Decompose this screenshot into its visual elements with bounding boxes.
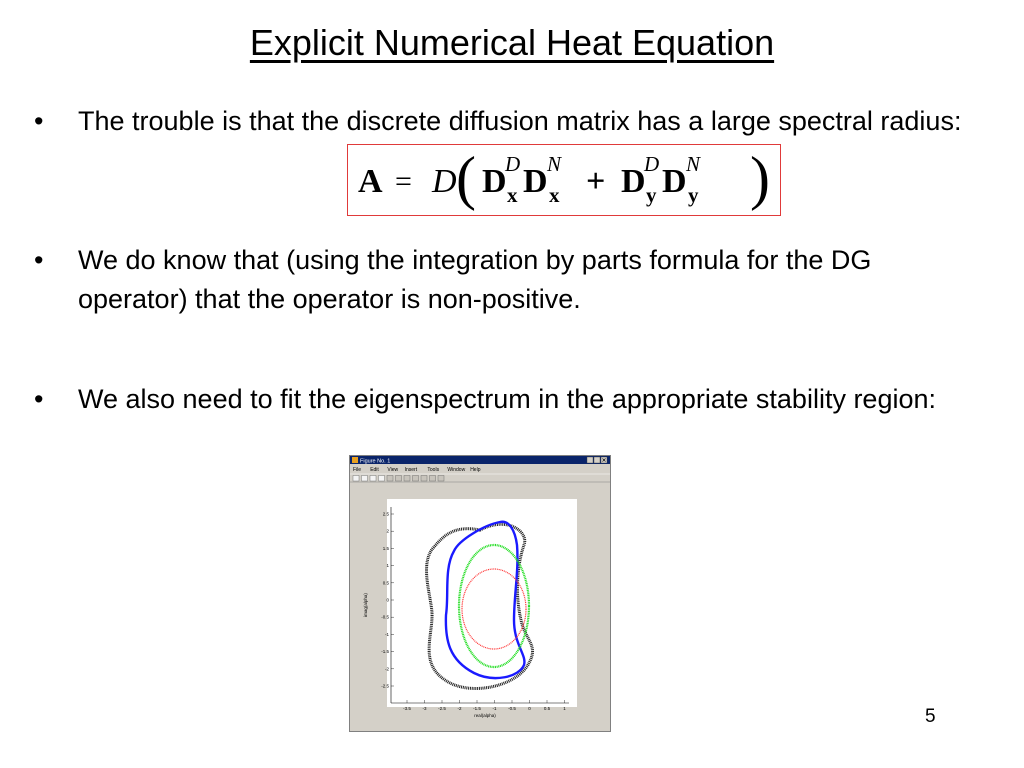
eq-plus: + [586,163,606,200]
bullet-glyph: • [34,384,44,414]
equation-formula [348,145,779,214]
eq-sub: x [507,183,518,207]
menu-item-insert[interactable]: Insert [404,467,418,473]
bullet-text: We also need to fit the eigenspectrum in the appropriate stability region: [78,384,937,414]
zoom-out-icon[interactable] [430,476,436,482]
eq-lhs: A [358,163,383,200]
x-tick-label: -0.5 [508,706,516,711]
window-title: Figure No. 1 [360,458,391,465]
eq-rparen: ) [750,145,770,211]
new-icon[interactable] [353,476,359,482]
eq-term-base: D [523,163,548,200]
menu-item-window[interactable]: Window [447,467,466,473]
y-tick-label: -0.5 [381,614,389,620]
bullet-glyph: • [34,106,44,136]
x-tick-label: -1.5 [473,706,481,711]
y-tick-label: 1.5 [382,545,389,551]
y-tick-label: -2.5 [381,683,389,689]
eq-equals: = [395,165,412,198]
x-tick-label: 0.5 [543,706,551,711]
x-tick-label: -2.5 [438,706,446,711]
x-tick-label: 0 [528,706,531,711]
menu-item-tools[interactable]: Tools [427,467,440,473]
x-tick-label: -2 [457,706,462,711]
menu-item-view[interactable]: View [387,467,399,473]
minimize-button[interactable] [587,457,593,463]
y-tick-label: 0.5 [382,580,389,586]
x-tick-label: -1 [492,706,497,711]
matlab-logo-icon [352,457,358,463]
eq-sup: N [686,152,701,176]
x-axis-label: real(alpha) [474,713,496,718]
open-icon[interactable] [362,476,368,482]
y-tick-label: 2 [386,528,389,534]
eq-term-base: D [662,163,687,200]
slide-title: Explicit Numerical Heat Equation [249,22,775,63]
eq-term-base: D [621,163,646,200]
y-tick-label: -2 [384,666,389,672]
x-tick-label: -3.5 [403,706,411,711]
rotate-icon[interactable] [438,476,444,482]
x-tick-label: 1 [563,706,566,711]
menu-item-edit[interactable]: Edit [370,467,379,473]
bullet-spectral-radius [34,102,974,141]
text-A-icon[interactable] [396,476,402,482]
eq-coef: D [432,163,457,200]
eq-lparen: ( [456,145,476,211]
bullet-glyph: • [34,245,44,275]
menu-item-file[interactable]: File [353,467,362,473]
y-tick-label: 0 [386,597,389,603]
bullet-text: The trouble is that the discrete diffusion matrix has a large spectral radius: [78,106,962,136]
eq-sub: x [549,183,560,207]
eq-sup: D [505,152,521,176]
y-axis-label: imag(alpha) [363,593,368,617]
line-icon[interactable] [404,476,410,482]
equation-box [347,144,781,216]
matlab-figure-window [349,455,611,732]
arrow-icon[interactable] [387,476,393,482]
arrowline-icon[interactable] [413,476,419,482]
print-icon[interactable] [379,476,385,482]
eq-sup: D [644,152,660,176]
y-tick-label: -1.5 [381,649,389,655]
y-tick-label: 1 [386,563,389,569]
x-tick-label: -3 [422,706,427,711]
eq-term-base: D [482,163,507,200]
eq-sup: N [547,152,562,176]
bullet-non-positive [34,241,974,319]
eq-sub: y [688,183,699,207]
page-number: 5 [925,706,936,727]
zoom-in-icon[interactable] [421,476,427,482]
bullet-stability-region [34,380,974,419]
y-tick-label: 2.5 [382,511,389,517]
y-tick-label: -1 [384,631,389,637]
menu-item-help[interactable]: Help [470,467,481,473]
bullet-text: We do know that (using the integration by parts formula for the DG operator) that the operator is non-positive. [78,245,872,314]
maximize-button[interactable] [594,457,600,463]
eq-sub: y [646,183,657,207]
save-icon[interactable] [370,476,376,482]
